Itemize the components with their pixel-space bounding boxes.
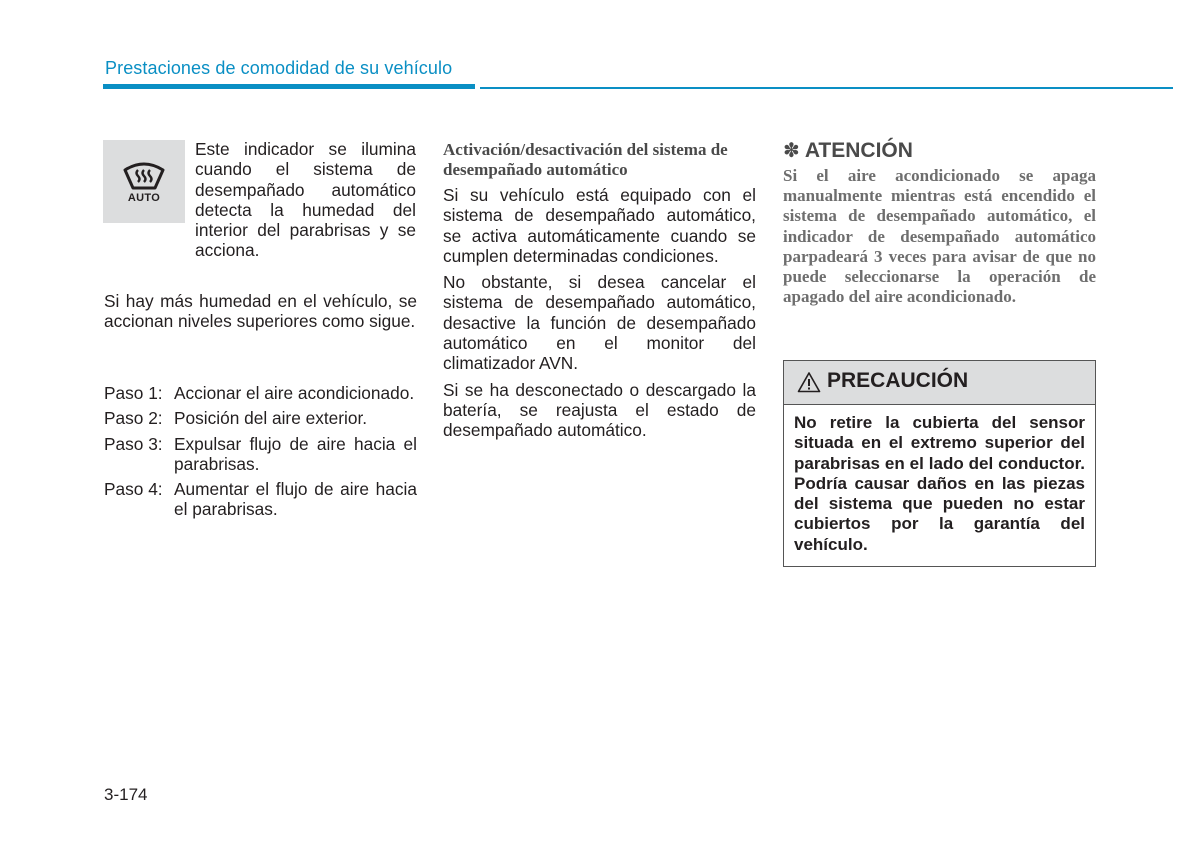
auto-defog-icon bbox=[121, 160, 167, 192]
step-key: Paso 3: bbox=[104, 433, 163, 454]
indicator-description: Este indicador se ilumina cuando el sistema de desempañado automático detecta la humedad del interior del parabrisas y se acciona. bbox=[195, 139, 416, 261]
step-item bbox=[104, 383, 417, 403]
step-text: Aumentar el flujo de aire hacia el parabrisas. bbox=[174, 479, 417, 520]
section-title: Prestaciones de comodidad de su vehículo bbox=[105, 58, 453, 78]
step-key: Paso 1: bbox=[104, 383, 163, 403]
attention-text: Si el aire acondicionado se apaga manualmente mientras está encendido el sistema de desempañado automático, el indicador de desempañado automático parpadeará 3 veces para avisar de que no puede seleccionarse la operación de apagado del aire acondicionado. bbox=[783, 166, 1096, 307]
auto-defog-indicator bbox=[103, 140, 185, 223]
step-key: Paso 2: bbox=[104, 408, 163, 429]
step-text: Accionar el aire acondicionado. bbox=[174, 383, 415, 403]
warning-triangle-icon bbox=[797, 371, 821, 393]
activation-paragraph: No obstante, si desea cancelar el sistema de desempañado automático, desactive la función de desempañado automático en el monitor del climatizador AVN. bbox=[443, 272, 756, 374]
page-number: 3-174 bbox=[104, 785, 148, 804]
attention-title: ATENCIÓN bbox=[804, 139, 913, 162]
attention-heading bbox=[783, 138, 1096, 164]
caution-header bbox=[784, 361, 1095, 405]
humidity-paragraph: Si hay más humedad en el vehículo, se accionan niveles superiores como sigue. bbox=[104, 291, 417, 332]
activation-heading: Activación/desactivación del sistema de desempañado automático bbox=[443, 140, 728, 179]
step-item bbox=[104, 434, 417, 475]
auto-label: AUTO bbox=[127, 192, 161, 204]
step-text: Expulsar flujo de aire hacia el parabrisas. bbox=[174, 433, 417, 474]
activation-paragraph: Si se ha desconectado o descargado la batería, se reajusta el estado de desempañado automático. bbox=[443, 379, 756, 441]
attention-star-icon: ✽ bbox=[783, 140, 800, 162]
step-item bbox=[104, 479, 417, 520]
activation-paragraph: Si su vehículo está equipado con el sistema de desempañado automático, se activa automáticamente cuando se cumplen determinadas condiciones. bbox=[443, 185, 756, 266]
step-text: Posición del aire exterior. bbox=[174, 408, 368, 429]
step-item bbox=[104, 408, 417, 428]
activation-section bbox=[443, 140, 756, 447]
header-rule-thin bbox=[480, 87, 1173, 89]
caution-box bbox=[783, 360, 1096, 567]
caution-text: No retire la cubierta del sensor situada en el extremo superior del parabrisas en el lado del conductor. Podría causar daños en las piezas del sistema que pueden no estar cubiertos por la garantía del vehículo. bbox=[794, 413, 1085, 554]
steps-list bbox=[104, 383, 417, 525]
step-key: Paso 4: bbox=[104, 479, 163, 500]
header-rule-thick bbox=[103, 84, 475, 89]
caution-title: PRECAUCIÓN bbox=[827, 369, 969, 392]
attention-section bbox=[783, 138, 1096, 307]
